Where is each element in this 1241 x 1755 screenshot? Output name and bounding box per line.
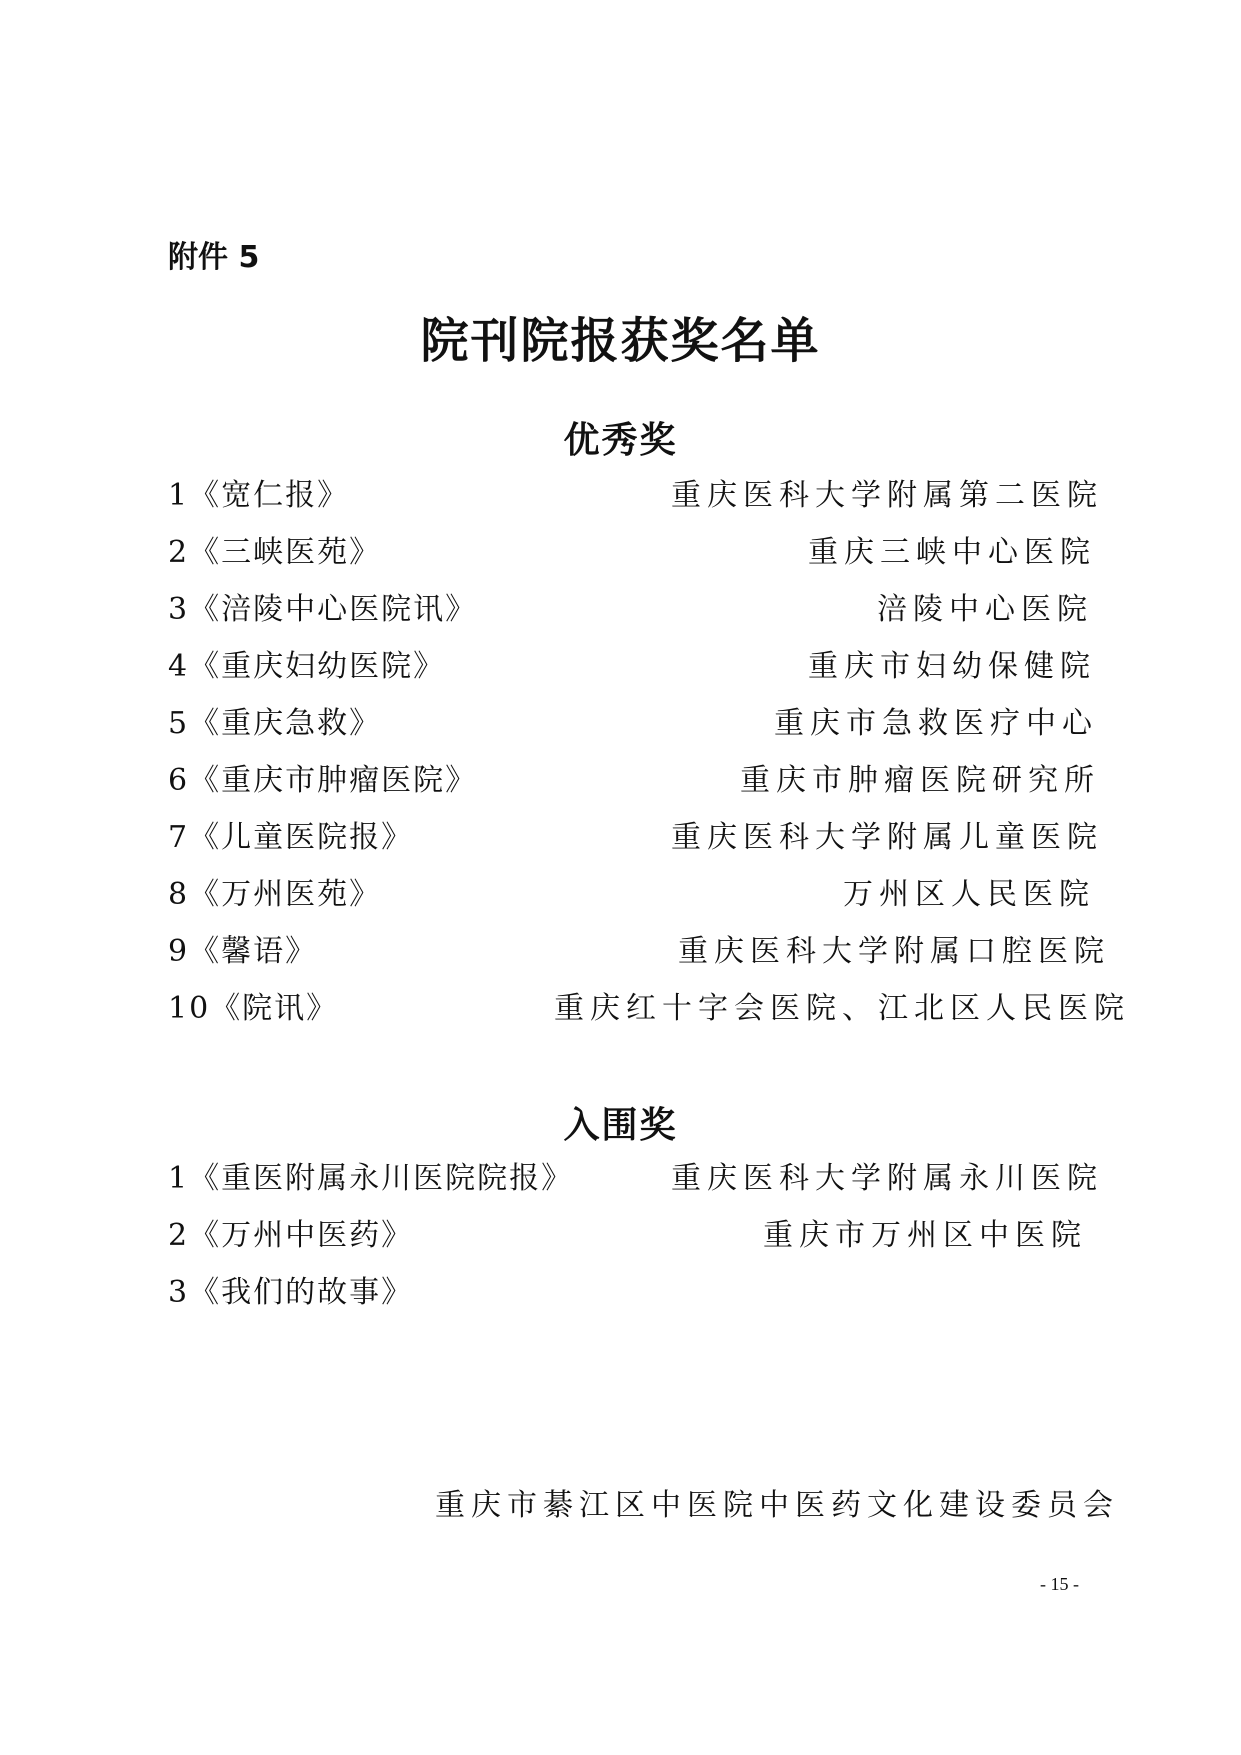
organization-name: 重庆市綦江区中医院中医药文化建设委员会	[435, 1488, 1119, 1523]
list-item	[168, 584, 1093, 632]
organization-name: 涪陵中心医院	[877, 592, 1093, 627]
publication-name: 7《儿童医院报》	[168, 820, 414, 855]
page-number: - 15 -	[1040, 1574, 1079, 1594]
list-item	[168, 983, 1130, 1031]
organization-name: 重庆市肿瘤医院研究所	[740, 763, 1100, 798]
organization-name: 重庆医科大学附属永川医院	[671, 1161, 1103, 1196]
publication-name: 9《馨语》	[168, 934, 318, 969]
organization-name: 重庆医科大学附属第二医院	[671, 478, 1103, 513]
publication-name: 4《重庆妇幼医院》	[168, 649, 446, 684]
publication-name: 2《三峡医苑》	[168, 535, 382, 570]
organization-name: 重庆市急救医疗中心	[774, 706, 1098, 741]
organization-name: 重庆医科大学附属儿童医院	[671, 820, 1103, 855]
organization-name: 重庆市妇幼保健院	[808, 649, 1096, 684]
list-item	[168, 470, 1103, 518]
publication-name: 6《重庆市肿瘤医院》	[168, 763, 478, 798]
list-item	[168, 812, 1103, 860]
list-item	[168, 755, 1100, 803]
publication-name: 8《万州医苑》	[168, 877, 382, 912]
publication-name: 5《重庆急救》	[168, 706, 382, 741]
publication-name: 3《涪陵中心医院讯》	[168, 592, 478, 627]
organization-name: 重庆红十字会医院、江北区人民医院	[554, 991, 1130, 1026]
list-item	[168, 869, 1095, 917]
publication-name: 2《万州中医药》	[168, 1218, 414, 1253]
finalist-heading: 入围奖	[563, 1104, 678, 1146]
publication-name: 1《重医附属永川医院院报》	[168, 1161, 574, 1196]
organization-name: 重庆医科大学附属口腔医院	[678, 934, 1110, 969]
list-item	[168, 1210, 1087, 1258]
organization-name: 重庆三峡中心医院	[808, 535, 1096, 570]
publication-name: 1《宽仁报》	[168, 478, 350, 513]
list-item	[168, 1267, 1068, 1315]
publication-name: 10《院讯》	[168, 991, 339, 1026]
list-item	[168, 641, 1096, 689]
page-title: 院刊院报获奖名单	[420, 313, 821, 369]
list-item	[168, 698, 1098, 746]
excellence-heading: 优秀奖	[563, 419, 678, 461]
organization-name: 万州区人民医院	[843, 877, 1095, 912]
list-item	[168, 926, 1110, 974]
list-item	[168, 1153, 1103, 1201]
organization-name: 重庆市万州区中医院	[763, 1218, 1087, 1253]
attachment-label: 附件 5	[168, 240, 260, 275]
publication-name: 3《我们的故事》	[168, 1275, 414, 1310]
list-item	[168, 527, 1096, 575]
